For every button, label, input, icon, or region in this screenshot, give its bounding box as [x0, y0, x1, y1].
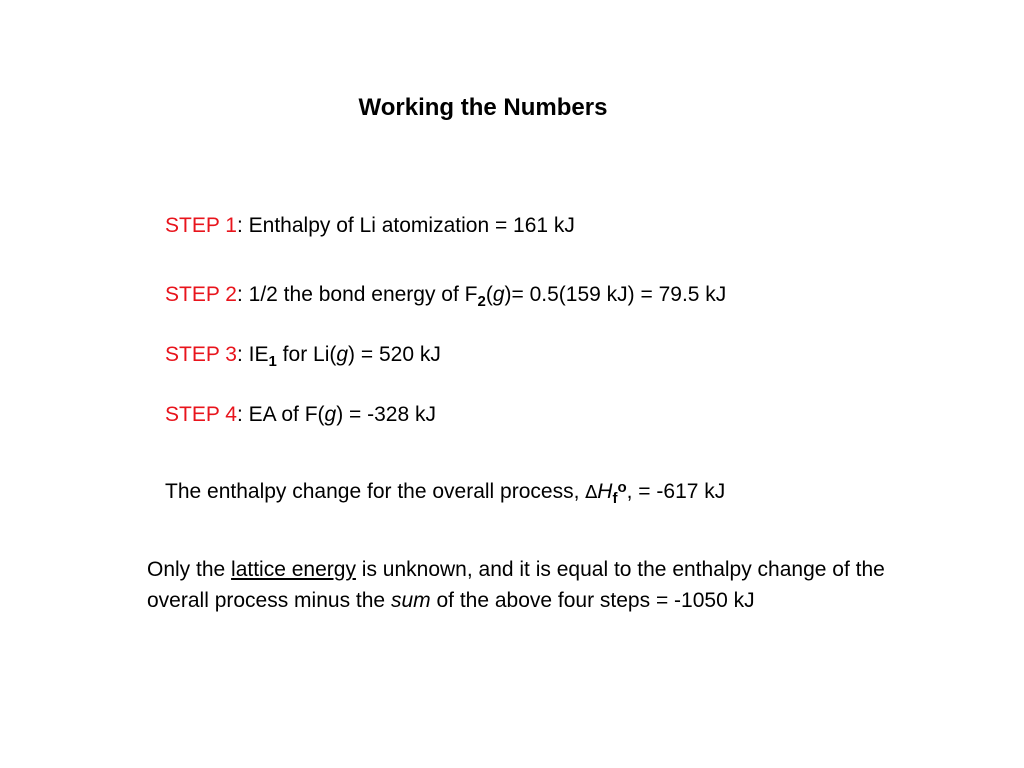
conclusion-paragraph — [147, 554, 907, 616]
step-4-line — [165, 401, 436, 429]
step-1-label: STEP 1 — [165, 214, 237, 237]
step-4-text-post: ) = -328 kJ — [336, 403, 436, 426]
formation-subscript: f — [612, 490, 618, 507]
step-3-label: STEP 3 — [165, 343, 237, 366]
conclusion-text-pre: Only the — [147, 558, 232, 581]
step-2-line — [165, 281, 726, 309]
step-3-line — [165, 341, 441, 369]
standard-state-superscript: o — [617, 479, 627, 496]
step-2-subscript: 2 — [477, 293, 486, 310]
step-1-text: : Enthalpy of Li atomization = 161 kJ — [236, 214, 575, 237]
step-3-subscript: 1 — [268, 353, 277, 370]
lattice-energy-term: lattice energy — [231, 558, 356, 581]
overall-text-post: , = -617 kJ — [626, 480, 726, 503]
overall-text-pre: The enthalpy change for the overall process, — [165, 480, 586, 503]
step-2-label: STEP 2 — [165, 283, 237, 306]
step-3-text-post: ) = 520 kJ — [348, 343, 441, 366]
enthalpy-symbol: H — [597, 480, 613, 503]
step-3-text-mid: for Li( — [276, 343, 337, 366]
delta-symbol: ∆ — [585, 482, 598, 503]
conclusion-text-mid: is unknown, and it is equal to the enthalpy change of the overall process minus the — [147, 558, 885, 612]
step-2-text-pre: : 1/2 the bond energy of F — [236, 283, 478, 306]
step-1-line — [165, 212, 575, 240]
step-4-phase: g — [324, 403, 337, 426]
conclusion-text-post: of the above four steps = -1050 kJ — [430, 589, 755, 612]
step-2-phase: g — [492, 283, 505, 306]
slide-title: Working the Numbers — [358, 94, 608, 121]
overall-enthalpy-line — [165, 478, 725, 507]
step-4-text-pre: : EA of F( — [236, 403, 325, 426]
sum-term: sum — [390, 589, 431, 612]
step-2-paren-open: ( — [485, 283, 493, 306]
step-3-phase: g — [336, 343, 349, 366]
step-3-text-pre: : IE — [236, 343, 269, 366]
step-4-label: STEP 4 — [165, 403, 237, 426]
step-2-text-post: )= 0.5(159 kJ) = 79.5 kJ — [504, 283, 727, 306]
